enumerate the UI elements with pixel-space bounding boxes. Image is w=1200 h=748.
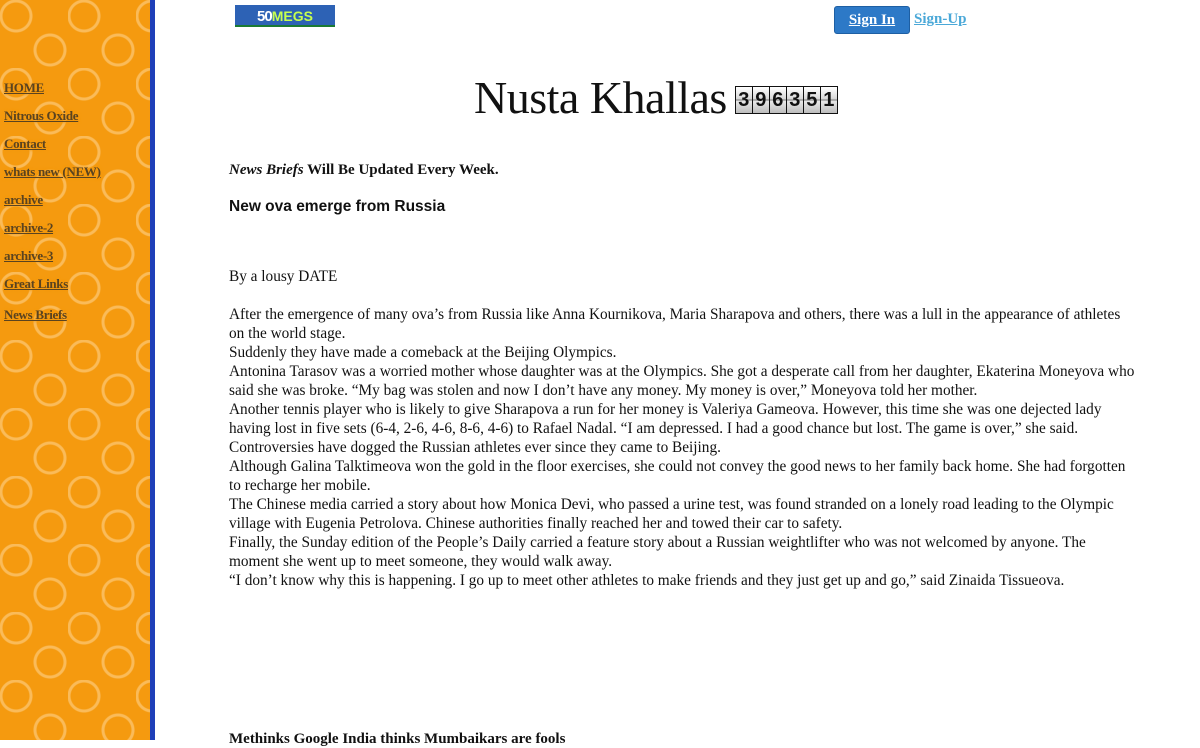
article-paragraph: After the emergence of many ova’s from Russia like Anna Kournikova, Maria Sharapova and others, there was a lull in the appearance of athletes on the world stage.	[229, 306, 1121, 342]
counter-digit: 1	[821, 87, 837, 113]
logo-text: MEGS	[271, 8, 313, 24]
article-paragraph: Antonina Tarasov was a worried mother whose daughter was at the Olympics. She got a desperate call from her daughter, Ekaterina Moneyova who said she was broke. “My bag was stolen and now I don’t have any money. My money is over,” Moneyova told her mother.	[229, 363, 1135, 399]
sign-up-link[interactable]: Sign-Up	[914, 11, 967, 27]
article-byline: By a lousy DATE	[229, 268, 338, 285]
counter-digit: 9	[753, 87, 769, 113]
sidebar-item-archive-2[interactable]: archive-2	[4, 220, 54, 235]
article-paragraph: Suddenly they have made a comeback at the Beijing Olympics.	[229, 344, 617, 361]
host-logo[interactable]	[235, 5, 335, 27]
counter-digit: 5	[804, 87, 820, 113]
article-paragraph: The Chinese media carried a story about how Monica Devi, who passed a urine test, was found stranded on a lonely road leading to the Olympic village with Eugenia Petrolova. Chinese authorities finally reached her and towed their car to safety.	[229, 496, 1114, 532]
article-paragraph: Controversies have dogged the Russian athletes ever since they came to Beijing.	[229, 439, 721, 456]
sidebar-divider	[150, 0, 155, 740]
article-paragraph: Finally, the Sunday edition of the People’s Daily carried a feature story about a Russian weightlifter who was not welcomed by anyone. The moment she went up to meet someone, they would walk away.	[229, 534, 1086, 570]
article-paragraph: “I don’t know why this is happening. I go up to meet other athletes to make friends and they just get up and go,” said Zinaida Tissueova.	[229, 572, 1065, 589]
hit-counter	[735, 86, 838, 114]
sidebar-item-contact[interactable]: Contact	[4, 136, 46, 151]
article-paragraph: Another tennis player who is likely to give Sharapova a run for her money is Valeriya Gameova. However, this time she was one dejected lady having lost in five sets (6-4, 2-6, 4-6, 8-6, 4-6) to Rafael Nadal. “I am depressed. I had a good chance but lost. The game is over,” she said.	[229, 401, 1102, 437]
sidebar	[0, 0, 150, 740]
sidebar-item-whats-new[interactable]: whats new (NEW)	[4, 164, 101, 179]
counter-digit: 3	[787, 87, 803, 113]
article-headline: New ova emerge from Russia	[229, 198, 446, 215]
counter-digit: 6	[770, 87, 786, 113]
logo-number: 50	[257, 8, 272, 25]
intro-line	[229, 161, 1139, 180]
main-content	[229, 160, 1139, 590]
sign-in-button[interactable]: Sign In	[834, 6, 910, 34]
next-article-title: Methinks Google India thinks Mumbaikars are fools	[229, 731, 566, 747]
sidebar-item-nitrous-oxide[interactable]: Nitrous Oxide	[4, 108, 79, 123]
sidebar-nav	[4, 80, 101, 323]
title-row	[474, 70, 838, 124]
sidebar-item-great-links[interactable]: Great Links	[4, 276, 68, 291]
sidebar-item-news-briefs[interactable]: News Briefs	[4, 307, 67, 322]
sidebar-item-archive[interactable]: archive	[4, 192, 43, 207]
intro-text: Will Be Updated Every Week.	[303, 162, 499, 178]
article-body	[229, 305, 1139, 590]
sidebar-item-archive-3[interactable]: archive-3	[4, 248, 54, 263]
article-paragraph: Although Galina Talktimeova won the gold in the floor exercises, she could not convey the good news to her family back home. She had forgotten to recharge her mobile.	[229, 458, 1126, 494]
counter-digit: 3	[736, 87, 752, 113]
sidebar-item-home[interactable]: HOME	[4, 80, 44, 95]
intro-italic: News Briefs	[229, 162, 304, 178]
page-title: Nusta Khallas	[474, 71, 727, 123]
